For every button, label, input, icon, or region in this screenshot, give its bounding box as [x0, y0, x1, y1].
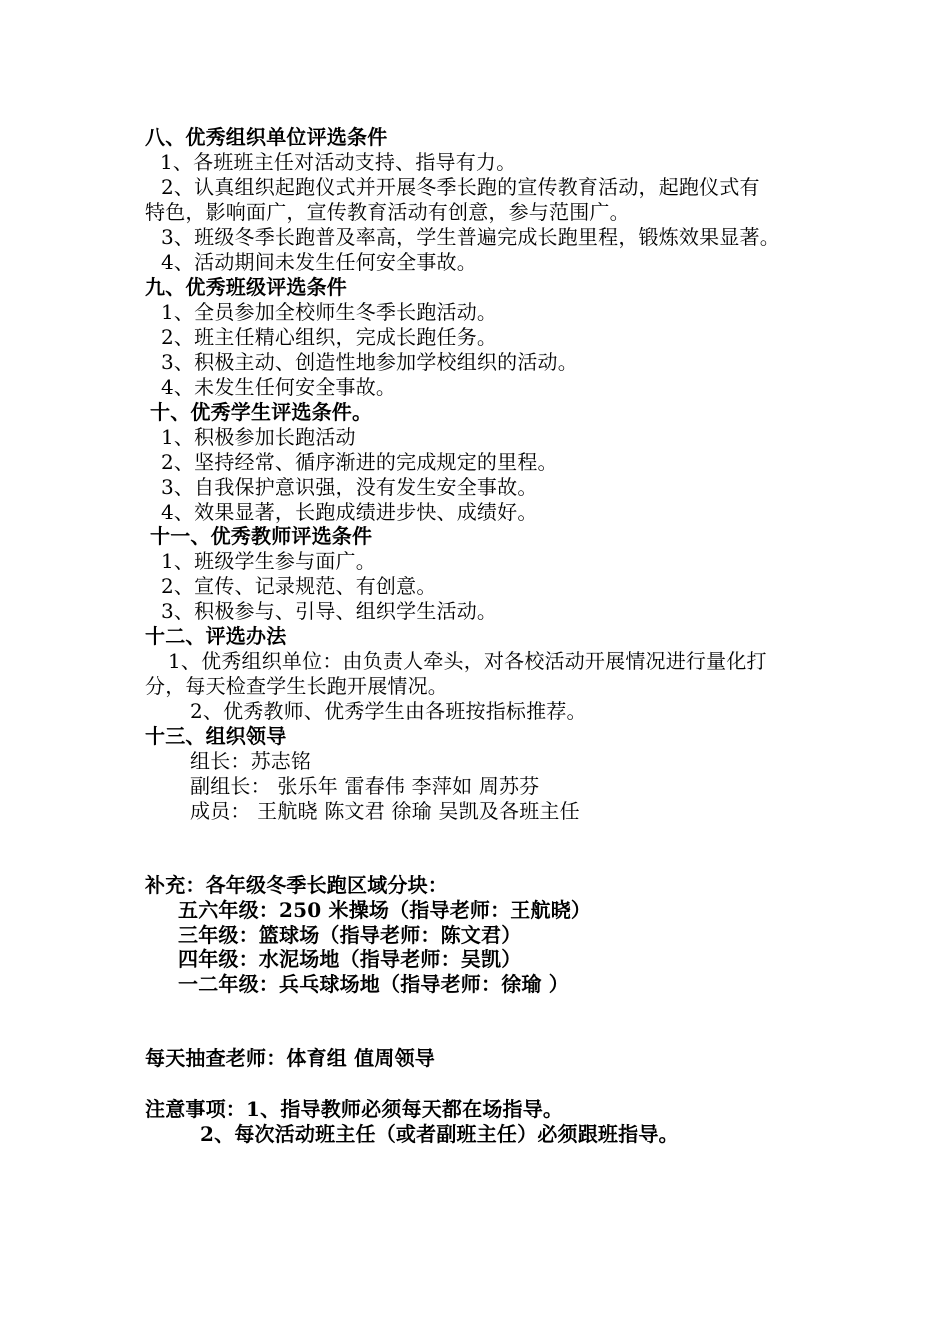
supplement-grade-1-2: 一二年级：兵乓球场地（指导老师：徐瑜 ）: [178, 972, 569, 996]
notes-line-2: 2、每次活动班主任（或者副班主任）必须跟班指导。: [200, 1122, 679, 1146]
group-leader: 组长：苏志铭: [190, 749, 312, 773]
supplement-grade-3: 三年级：篮球场（指导老师：陈文君）: [178, 923, 522, 947]
supplement-grade-4: 四年级：水泥场地（指导老师：吴凯）: [178, 947, 522, 971]
section-11-item-2: 2、宣传、记录规范、有创意。: [161, 574, 437, 598]
inspection-teachers: 每天抽查老师：体育组 值周领导: [145, 1046, 435, 1070]
section-10-item-2: 2、坚持经常、循序渐进的完成规定的里程。: [161, 450, 558, 474]
section-8-item-1: 1、各班班主任对活动支持、指导有力。: [160, 150, 517, 174]
section-12-item-1: 1、优秀组织单位：由负责人牵头，对各校活动开展情况进行量化打: [168, 649, 767, 673]
section-12-item-2: 2、优秀教师、优秀学生由各班按指标推荐。: [190, 699, 587, 723]
section-11-item-3: 3、积极参与、引导、组织学生活动。: [161, 599, 498, 623]
section-10-item-1: 1、积极参加长跑活动: [161, 425, 356, 449]
section-11-title: 十一、优秀教师评选条件: [150, 524, 373, 548]
section-8-item-4: 4、活动期间未发生任何安全事故。: [161, 250, 477, 274]
section-11-item-1: 1、班级学生参与面广。: [161, 549, 376, 573]
supplement-grade-5-6: 五六年级：250 米操场（指导老师：王航晓）: [178, 898, 592, 922]
section-8-item-2-cont: 特色，影响面广，宣传教育活动有创意，参与范围广。: [145, 200, 630, 224]
section-9-item-4: 4、未发生任何安全事故。: [161, 375, 397, 399]
section-13-title: 十三、组织领导: [145, 724, 287, 748]
section-9-item-3: 3、积极主动、创造性地参加学校组织的活动。: [161, 350, 578, 374]
supplement-title: 补充：各年级冬季长跑区域分块：: [145, 873, 448, 897]
section-8-title: 八、优秀组织单位评选条件: [145, 125, 388, 149]
section-9-item-2: 2、班主任精心组织，完成长跑任务。: [161, 325, 498, 349]
section-10-item-4: 4、效果显著，长跑成绩进步快、成绩好。: [161, 500, 538, 524]
section-9-title: 九、优秀班级评选条件: [145, 275, 347, 299]
section-10-title: 十、优秀学生评选条件。: [150, 400, 373, 424]
section-12-title: 十二、评选办法: [145, 624, 287, 648]
section-8-item-3: 3、班级冬季长跑普及率高，学生普遍完成长跑里程，锻炼效果显著。: [161, 225, 780, 249]
notes-line-1: 注意事项：1、指导教师必须每天都在场指导。: [145, 1097, 564, 1121]
section-10-item-3: 3、自我保护意识强，没有发生安全事故。: [161, 475, 538, 499]
deputy-leaders: 副组长： 张乐年 雷春伟 李萍如 周苏芬: [190, 774, 540, 798]
section-8-item-2: 2、认真组织起跑仪式并开展冬季长跑的宣传教育活动，起跑仪式有: [161, 175, 760, 199]
section-9-item-1: 1、全员参加全校师生冬季长跑活动。: [161, 300, 498, 324]
members: 成员： 王航晓 陈文君 徐瑜 吴凯及各班主任: [190, 799, 580, 823]
section-12-item-1-cont: 分，每天检查学生长跑开展情况。: [145, 674, 448, 698]
